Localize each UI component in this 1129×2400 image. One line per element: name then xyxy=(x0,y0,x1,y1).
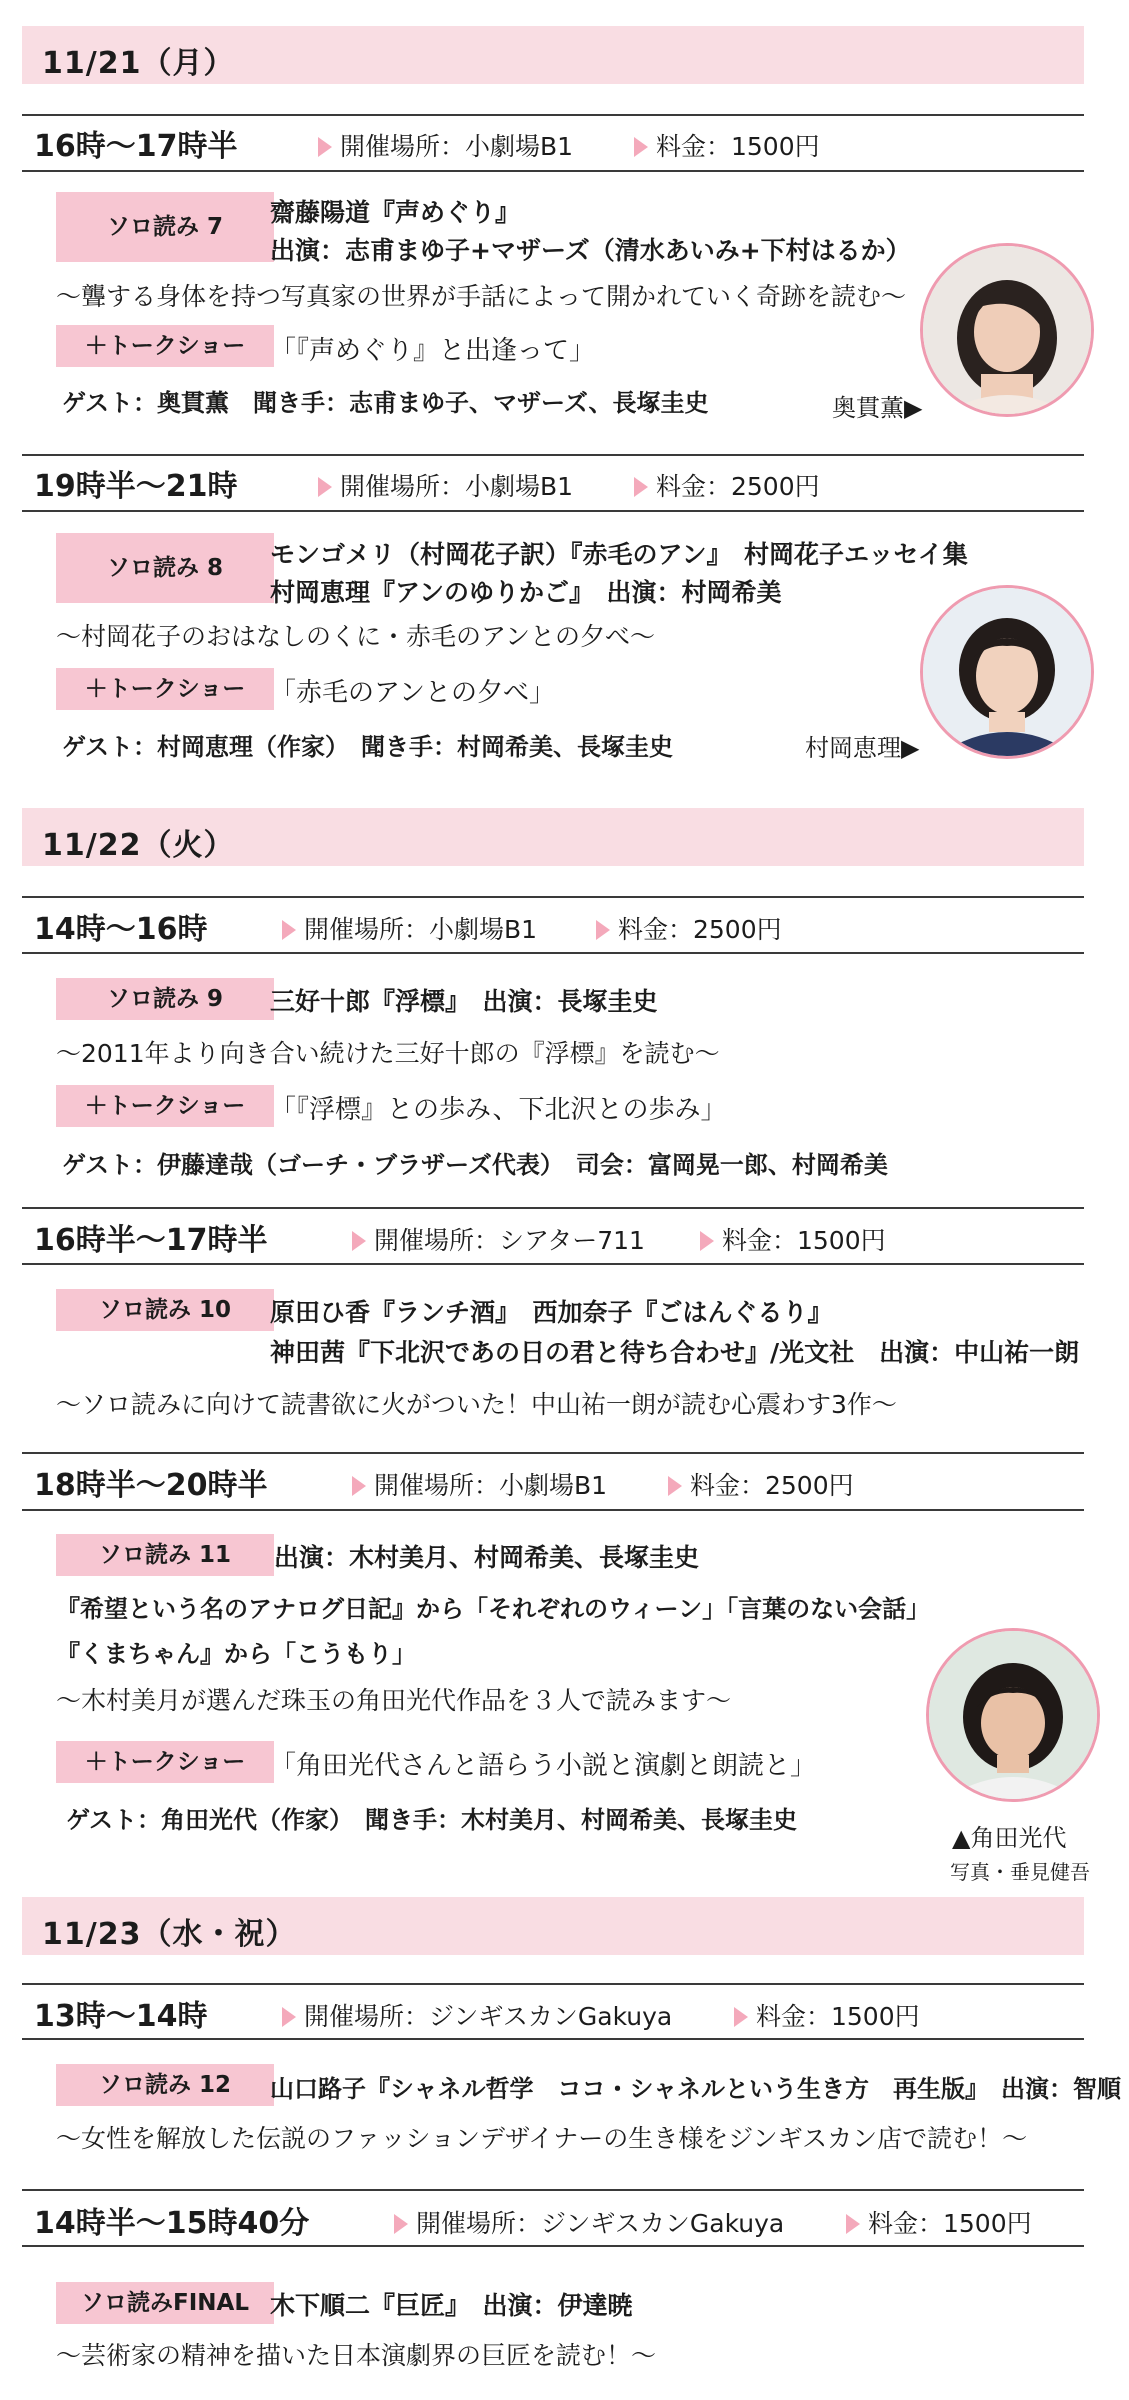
talkshow-label: ＋トークショー xyxy=(56,325,274,367)
work-title: モンゴメリ（村岡花子訳）『赤毛のアン』 村岡花子エッセイ集 xyxy=(270,540,968,569)
divider xyxy=(22,896,1084,898)
solo-reading-label: ソロ読み 10 xyxy=(56,1289,274,1331)
triangle-icon xyxy=(596,920,610,940)
portrait-photo xyxy=(920,585,1094,759)
triangle-icon xyxy=(846,2214,860,2234)
tagline: ～芸術家の精神を描いた日本演劇界の巨匠を読む！～ xyxy=(56,2341,657,2370)
tagline: ～女性を解放した伝説のファッションデザイナーの生き様をジンギスカン店で読む！～ xyxy=(56,2124,1028,2153)
work-title: 三好十郎『浮標』 出演：長塚圭史 xyxy=(270,987,658,1016)
work-title: 齋藤陽道『声めぐり』 xyxy=(270,198,521,227)
session-price: 料金：2500円 xyxy=(634,467,820,503)
guest-line: ゲスト：村岡恵理（作家） 聞き手：村岡希美、長塚圭史 xyxy=(62,733,674,761)
session-time: 18時半～20時半 xyxy=(34,1468,268,1503)
portrait-photo xyxy=(920,243,1094,417)
talkshow-label: ＋トークショー xyxy=(56,668,274,710)
divider xyxy=(22,2245,1084,2247)
guest-line: ゲスト：伊藤達哉（ゴーチ・ブラザーズ代表） 司会：富岡晃一郎、村岡希美 xyxy=(62,1151,888,1179)
work-title: 山口路子『シャネル哲学 ココ・シャネルという生き方 再生版』 出演：智順 xyxy=(270,2075,1122,2103)
triangle-icon xyxy=(282,920,296,940)
date-label: 11/21（月） xyxy=(42,46,235,81)
tagline: ～木村美月が選んだ珠玉の角田光代作品を３人で読みます～ xyxy=(56,1686,732,1715)
divider xyxy=(22,1207,1084,1209)
session-price: 料金：1500円 xyxy=(700,1221,886,1257)
divider xyxy=(22,952,1084,954)
session-venue: 開催場所：シアター711 xyxy=(352,1221,645,1257)
session-time: 16時半～17時半 xyxy=(34,1223,268,1258)
triangle-icon xyxy=(668,1476,682,1496)
divider xyxy=(22,1452,1084,1454)
work-title: 『希望という名のアナログ日記』から「それぞれのウィーン」「言葉のない会話」 xyxy=(56,1595,931,1623)
solo-reading-label: ソロ読みFINAL xyxy=(56,2282,274,2324)
divider xyxy=(22,1983,1084,1985)
divider xyxy=(22,1263,1084,1265)
cast-line: 神田茜『下北沢であの日の君と待ち合わせ』/光文社 出演：中山祐一朗 xyxy=(270,1338,1080,1367)
triangle-icon xyxy=(700,1231,714,1251)
photo-credit: 写真・垂見健吾 xyxy=(950,1860,1090,1884)
date-label: 11/23（水・祝） xyxy=(42,1917,297,1952)
triangle-icon xyxy=(634,137,648,157)
triangle-icon xyxy=(734,2007,748,2027)
session-time: 13時～14時 xyxy=(34,1999,208,2034)
triangle-icon xyxy=(352,1231,366,1251)
session-venue: 開催場所：ジンギスカンGakuya xyxy=(394,2204,784,2240)
portrait-photo xyxy=(926,1628,1100,1802)
photo-caption: 奥貫薫▶ xyxy=(832,394,923,422)
solo-reading-label: ソロ読み 9 xyxy=(56,978,274,1020)
work-title: 原田ひ香『ランチ酒』 西加奈子『ごはんぐるり』 xyxy=(270,1298,833,1327)
divider xyxy=(22,1509,1084,1511)
session-price: 料金：2500円 xyxy=(596,910,782,946)
session-venue: 開催場所：小劇場B1 xyxy=(282,910,537,946)
triangle-icon xyxy=(394,2214,408,2234)
triangle-icon xyxy=(634,477,648,497)
cast-line: 出演：木村美月、村岡希美、長塚圭史 xyxy=(274,1543,700,1572)
session-time: 19時半～21時 xyxy=(34,469,238,504)
tagline: ～聾する身体を持つ写真家の世界が手話によって開かれていく奇跡を読む～ xyxy=(56,282,907,311)
guest-line: ゲスト：奥貫薫 聞き手：志甫まゆ子、マザーズ、長塚圭史 xyxy=(62,389,709,417)
talk-title: 「『声めぐり』と出逢って」 xyxy=(270,336,596,366)
talk-title: 「角田光代さんと語らう小説と演劇と朗読と」 xyxy=(270,1751,817,1781)
divider xyxy=(22,2189,1084,2191)
session-price: 料金：1500円 xyxy=(846,2204,1032,2240)
triangle-icon xyxy=(352,1476,366,1496)
day-header-1123 xyxy=(22,1897,1084,1955)
tagline: ～村岡花子のおはなしのくに・赤毛のアンとの夕べ～ xyxy=(56,622,656,651)
cast-line: 村岡恵理『アンのゆりかご』 出演：村岡希美 xyxy=(270,578,782,607)
day-header-1121 xyxy=(22,26,1084,84)
talk-title: 「赤毛のアンとの夕べ」 xyxy=(270,678,555,708)
session-time: 16時～17時半 xyxy=(34,129,238,164)
talkshow-label: ＋トークショー xyxy=(56,1085,274,1127)
work-title: 木下順二『巨匠』 出演：伊達暁 xyxy=(270,2291,633,2320)
divider xyxy=(22,510,1084,512)
solo-reading-label: ソロ読み 11 xyxy=(56,1534,274,1576)
photo-caption: 村岡恵理▶ xyxy=(805,734,920,762)
session-venue: 開催場所：ジンギスカンGakuya xyxy=(282,1997,672,2033)
tagline: ～ソロ読みに向けて読書欲に火がついた！中山祐一朗が読む心震わす3作～ xyxy=(56,1390,897,1419)
solo-reading-label: ソロ読み 7 xyxy=(56,192,274,262)
work-title: 『くまちゃん』から「こうもり」 xyxy=(56,1640,416,1668)
session-venue: 開催場所：小劇場B1 xyxy=(352,1466,607,1502)
tagline: ～2011年より向き合い続けた三好十郎の『浮標』を読む～ xyxy=(56,1039,720,1068)
divider xyxy=(22,454,1084,456)
divider xyxy=(22,114,1084,116)
cast-line: 出演：志甫まゆ子+マザーズ（清水あいみ+下村はるか） xyxy=(270,236,911,265)
triangle-icon xyxy=(318,477,332,497)
solo-reading-label: ソロ読み 12 xyxy=(56,2064,274,2106)
solo-reading-label: ソロ読み 8 xyxy=(56,533,274,603)
triangle-icon xyxy=(318,137,332,157)
session-price: 料金：1500円 xyxy=(734,1997,920,2033)
guest-line: ゲスト：角田光代（作家） 聞き手：木村美月、村岡希美、長塚圭史 xyxy=(66,1806,798,1834)
photo-caption: ▲角田光代 xyxy=(952,1824,1067,1852)
day-header-1122 xyxy=(22,808,1084,866)
session-venue: 開催場所：小劇場B1 xyxy=(318,467,573,503)
talk-title: 「『浮標』との歩み、下北沢との歩み」 xyxy=(270,1095,727,1125)
session-price: 料金：2500円 xyxy=(668,1466,854,1502)
divider xyxy=(22,170,1084,172)
date-label: 11/22（火） xyxy=(42,828,235,863)
talkshow-label: ＋トークショー xyxy=(56,1741,274,1783)
session-venue: 開催場所：小劇場B1 xyxy=(318,127,573,163)
session-price: 料金：1500円 xyxy=(634,127,820,163)
session-time: 14時半～15時40分 xyxy=(34,2206,310,2241)
session-time: 14時～16時 xyxy=(34,912,208,947)
triangle-icon xyxy=(282,2007,296,2027)
divider xyxy=(22,2038,1084,2040)
